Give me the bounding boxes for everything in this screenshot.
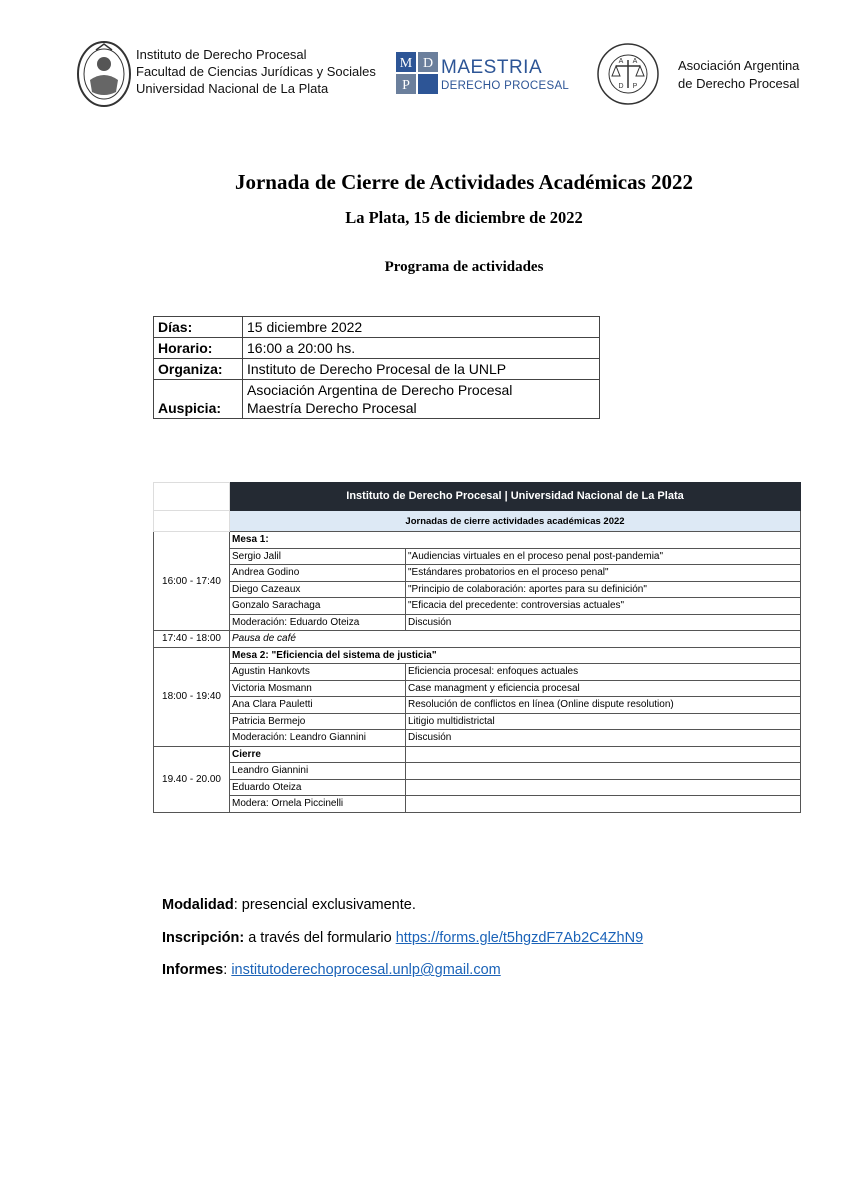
table-row xyxy=(154,697,801,714)
table-row xyxy=(154,713,801,730)
info-row-auspicia xyxy=(154,380,600,419)
info-label: Horario: xyxy=(154,338,243,359)
talk-topic: "Audiencias virtuales en el proceso penal post-pandemia" xyxy=(406,548,801,565)
block-title: Mesa 1: xyxy=(230,532,801,549)
mdp-word: MAESTRIA xyxy=(441,57,543,78)
info-label: Organiza: xyxy=(154,359,243,380)
talk-topic xyxy=(406,779,801,796)
table-row xyxy=(154,548,801,565)
table-row xyxy=(154,598,801,615)
program-heading: Programa de actividades xyxy=(384,259,544,275)
time-slot: 16:00 - 17:40 xyxy=(154,532,230,631)
talk-topic: "Principio de colaboración: aportes para su definición" xyxy=(406,581,801,598)
informes-line xyxy=(162,962,501,978)
informes-email-link[interactable]: institutoderechoprocesal.unlp@gmail.com xyxy=(231,962,501,978)
speaker-name: Victoria Mosmann xyxy=(230,680,406,697)
speaker-name: Sergio Jalil xyxy=(230,548,406,565)
info-row-organiza xyxy=(154,359,600,380)
time-slot: 17:40 - 18:00 xyxy=(154,631,230,648)
talk-topic xyxy=(406,763,801,780)
speaker-name: Leandro Giannini xyxy=(230,763,406,780)
aadp-seal-letter-4: P xyxy=(632,83,638,90)
talk-topic: Resolución de conflictos en línea (Online dispute resolution) xyxy=(406,697,801,714)
talk-topic: "Estándares probatorios en el proceso penal" xyxy=(406,565,801,582)
info-label: Días: xyxy=(154,317,243,338)
info-table xyxy=(153,316,600,419)
time-slot: 18:00 - 19:40 xyxy=(154,647,230,746)
inscripcion-form-link[interactable]: https://forms.gle/t5hgzdF7Ab2C4ZhN9 xyxy=(395,930,644,946)
break-row xyxy=(154,631,801,648)
speaker-name: Andrea Godino xyxy=(230,565,406,582)
mdp-letter-p: P xyxy=(402,78,410,93)
talk-topic: Case managment y eficiencia procesal xyxy=(406,680,801,697)
info-value: 16:00 a 20:00 hs. xyxy=(243,338,600,359)
break-label: Pausa de café xyxy=(230,631,801,648)
aadp-seal-letter-3: D xyxy=(618,83,624,90)
aadp-institution-text: Asociación Argentina de Derecho Procesal xyxy=(678,58,800,91)
speaker-name: Agustin Hankovts xyxy=(230,664,406,681)
talk-topic: Discusión xyxy=(406,614,801,631)
table-row xyxy=(154,796,801,813)
speaker-name: Patricia Bermejo xyxy=(230,713,406,730)
speaker-name: Moderación: Eduardo Oteiza xyxy=(230,614,406,631)
talk-topic: "Eficacia del precedente: controversias actuales" xyxy=(406,598,801,615)
talk-topic: Discusión xyxy=(406,730,801,747)
page-subtitle: La Plata, 15 de diciembre de 2022 xyxy=(345,208,583,227)
speaker-name: Gonzalo Sarachaga xyxy=(230,598,406,615)
inscripcion-text: a través del formulario xyxy=(244,930,396,946)
schedule-subheader: Jornadas de cierre actividades académicas 2022 xyxy=(230,511,801,532)
info-row-horario xyxy=(154,338,600,359)
mdp-logo xyxy=(396,52,438,94)
table-row xyxy=(154,565,801,582)
table-row xyxy=(154,779,801,796)
speaker-name: Modera: Ornela Piccinelli xyxy=(230,796,406,813)
talk-topic: Litigio multidistrictal xyxy=(406,713,801,730)
table-row xyxy=(154,664,801,681)
subheader-blank-cell xyxy=(154,511,230,532)
inscripcion-label: Inscripción: xyxy=(162,930,245,946)
speaker-name: Ana Clara Pauletti xyxy=(230,697,406,714)
informes-separator: : xyxy=(223,962,232,978)
talk-topic: Eficiencia procesal: enfoques actuales xyxy=(406,664,801,681)
block-title: Cierre xyxy=(230,746,406,763)
aadp-seal-logo xyxy=(596,42,660,106)
empty-cell xyxy=(406,746,801,763)
time-slot: 19.40 - 20.00 xyxy=(154,746,230,812)
info-value: Instituto de Derecho Procesal de la UNLP xyxy=(243,359,600,380)
modalidad-line xyxy=(162,897,416,913)
info-value: 15 diciembre 2022 xyxy=(243,317,600,338)
modalidad-value: : presencial exclusivamente. xyxy=(233,897,416,913)
schedule-table xyxy=(153,482,801,813)
table-row xyxy=(154,614,801,631)
informes-label: Informes xyxy=(162,962,224,978)
page-title: Jornada de Cierre de Actividades Académicas 2022 xyxy=(234,170,694,194)
table-row xyxy=(154,763,801,780)
speaker-name: Eduardo Oteiza xyxy=(230,779,406,796)
info-row-dias xyxy=(154,317,600,338)
table-row xyxy=(154,680,801,697)
aadp-seal-letter-1: A xyxy=(618,58,624,65)
schedule-header: Instituto de Derecho Procesal | Universidad Nacional de La Plata xyxy=(230,483,801,511)
talk-topic xyxy=(406,796,801,813)
inscripcion-line xyxy=(162,930,643,946)
mdp-letter-d: D xyxy=(422,56,434,71)
info-label: Auspicia: xyxy=(154,380,243,419)
header-blank-cell xyxy=(154,483,230,511)
mdp-letter-m: M xyxy=(399,56,413,71)
modalidad-label: Modalidad xyxy=(162,897,234,913)
unlp-seal-logo xyxy=(76,40,132,108)
aadp-seal-letter-2: A xyxy=(632,58,638,65)
speaker-name: Moderación: Leandro Giannini xyxy=(230,730,406,747)
unlp-institution-text: Instituto de Derecho Procesal Facultad de Ciencias Jurídicas y Sociales Universidad Nacional de La Plata xyxy=(136,47,376,96)
table-row xyxy=(154,581,801,598)
table-row xyxy=(154,730,801,747)
speaker-name: Diego Cazeaux xyxy=(230,581,406,598)
block-title: Mesa 2: "Eficiencia del sistema de justicia" xyxy=(230,647,801,664)
info-value: Asociación Argentina de Derecho Procesal Maestría Derecho Procesal xyxy=(243,380,600,419)
mdp-subtitle: DERECHO PROCESAL xyxy=(441,80,570,92)
